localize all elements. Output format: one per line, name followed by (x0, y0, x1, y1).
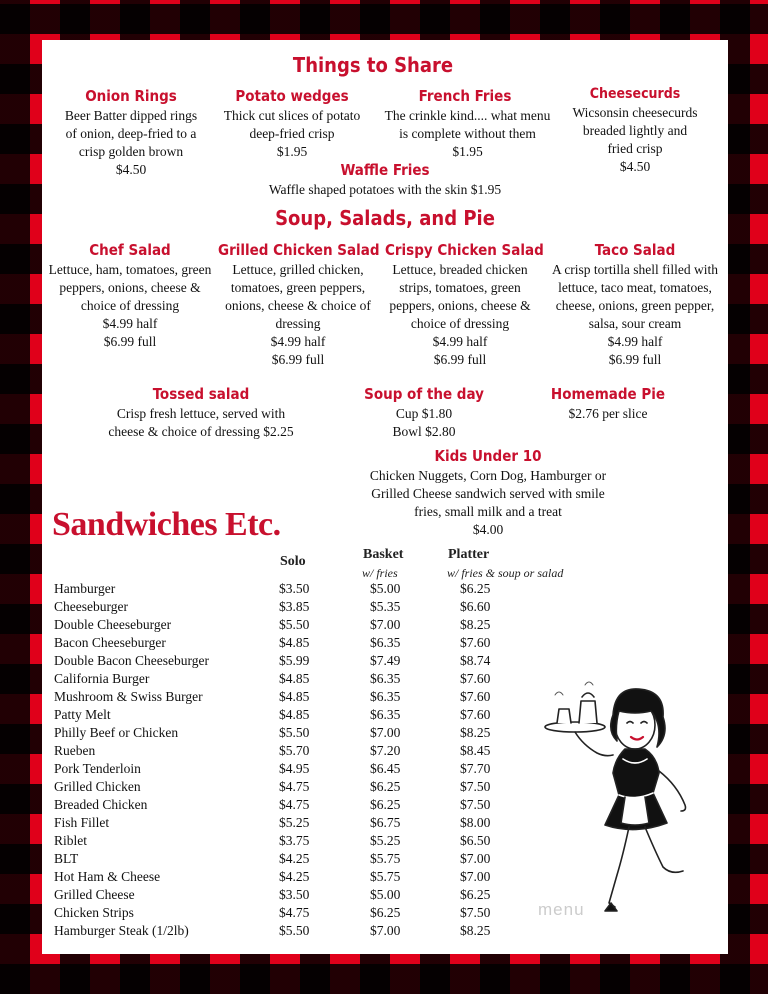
column-subheader-basket: w/ fries (362, 566, 398, 580)
price-solo: $5.70 (279, 743, 310, 758)
price-solo: $4.75 (279, 797, 310, 812)
price-platter: $8.74 (460, 653, 491, 668)
item-desc-waffle-fries: Waffle shaped potatoes with the skin $1.95 (268, 182, 502, 197)
item-name: Hot Ham & Cheese (54, 869, 161, 884)
price-platter: $8.45 (460, 743, 491, 758)
price-basket: $7.00 (370, 725, 401, 740)
item-desc-chef-salad: Lettuce, ham, tomatoes, green peppers, onions, cheese & choice of dressing $4.99 half $6.99 full (48, 262, 212, 349)
price-basket: $6.35 (370, 635, 401, 650)
price-solo: $3.50 (279, 581, 310, 596)
price-solo: $4.85 (279, 671, 310, 686)
item-desc-tossed-salad: Crisp fresh lettuce, served with cheese & choice of dressing $2.25 (108, 406, 294, 439)
price-basket: $7.00 (370, 617, 401, 632)
price-platter: $8.00 (460, 815, 491, 830)
item-name-kids-under-10: Kids Under 10 (434, 447, 542, 465)
price-solo: $4.25 (279, 851, 310, 866)
price-basket: $6.25 (370, 779, 401, 794)
price-solo: $3.50 (279, 887, 310, 902)
item-name: Double Cheeseburger (54, 617, 172, 632)
waitress-illustration (535, 675, 705, 920)
price-solo: $5.50 (279, 725, 310, 740)
item-name-potato-wedges: Potato wedges (235, 87, 349, 105)
item-name: Hamburger (54, 581, 116, 596)
price-basket: $6.25 (370, 905, 401, 920)
section-title-sandwiches: Sandwiches Etc. (52, 506, 281, 543)
item-name: California Burger (54, 671, 150, 686)
item-desc-onion-rings: Beer Batter dipped rings of onion, deep-fried to a crisp golden brown $4.50 (64, 108, 198, 177)
price-basket: $5.00 (370, 887, 401, 902)
item-name: Mushroom & Swiss Burger (54, 689, 203, 704)
price-platter: $7.00 (460, 869, 491, 884)
price-solo: $4.85 (279, 707, 310, 722)
column-header-solo: Solo (280, 554, 306, 569)
price-platter: $6.25 (460, 887, 491, 902)
item-name-taco-salad: Taco Salad (594, 241, 676, 259)
price-solo: $4.25 (279, 869, 310, 884)
item-desc-cheesecurds: Wicsonsin cheesecurds breaded lightly and fried crisp $4.50 (572, 105, 698, 174)
price-basket: $6.35 (370, 689, 401, 704)
price-basket: $6.25 (370, 797, 401, 812)
price-solo: $4.75 (279, 905, 310, 920)
watermark: menu (538, 900, 585, 919)
price-platter: $7.00 (460, 851, 491, 866)
price-basket: $5.75 (370, 869, 401, 884)
item-name: Riblet (54, 833, 87, 848)
price-basket: $7.00 (370, 923, 401, 938)
item-desc-french-fries: The crinkle kind.... what menu is complete without them $1.95 (384, 108, 551, 159)
item-name-cheesecurds: Cheesecurds (589, 86, 681, 102)
price-platter: $7.70 (460, 761, 491, 776)
price-basket: $7.20 (370, 743, 401, 758)
section-title-share: Things to Share (292, 53, 454, 77)
item-desc-taco-salad: A crisp tortilla shell filled with lettuce, taco meat, tomatoes, cheese, onions, green pepper, salsa, sour cream $4.99 half $6.99 full (551, 262, 719, 367)
item-name: Bacon Cheeseburger (54, 635, 166, 650)
item-desc-homemade-pie: $2.76 per slice (568, 406, 648, 421)
price-solo: $3.85 (279, 599, 310, 614)
price-platter: $6.25 (460, 581, 491, 596)
item-desc-grilled-chicken-salad: Lettuce, grilled chicken, tomatoes, green peppers, onions, cheese & choice of dressing $4.99 half $6.99 full (225, 262, 371, 367)
column-header-basket: Basket (363, 547, 404, 562)
item-name-soup-of-the-day: Soup of the day (364, 385, 484, 403)
price-basket: $7.49 (370, 653, 401, 668)
item-name: Patty Melt (54, 707, 111, 722)
price-platter: $7.60 (460, 689, 491, 704)
item-desc-soup-of-the-day: Cup $1.80 Bowl $2.80 (392, 406, 456, 439)
item-name-crispy-chicken-salad: Crispy Chicken Salad (385, 241, 544, 259)
price-solo: $4.85 (279, 635, 310, 650)
price-solo: $3.75 (279, 833, 310, 848)
price-basket: $6.75 (370, 815, 401, 830)
item-name: Double Bacon Cheeseburger (54, 653, 209, 668)
price-platter: $7.60 (460, 671, 491, 686)
item-name: Breaded Chicken (54, 797, 148, 812)
price-basket: $6.35 (370, 707, 401, 722)
item-name-tossed-salad: Tossed salad (152, 385, 250, 403)
item-name-french-fries: French Fries (418, 87, 512, 105)
price-platter: $6.60 (460, 599, 491, 614)
item-name-grilled-chicken-salad: Grilled Chicken Salad (218, 241, 380, 259)
price-platter: $8.25 (460, 617, 491, 632)
item-name-waffle-fries: Waffle Fries (340, 161, 430, 179)
price-platter: $7.60 (460, 635, 491, 650)
price-basket: $5.75 (370, 851, 401, 866)
section-title-soup-salads: Soup, Salads, and Pie (275, 206, 495, 230)
price-solo: $5.25 (279, 815, 310, 830)
item-name: Cheeseburger (54, 599, 128, 614)
price-platter: $7.50 (460, 905, 491, 920)
price-platter: $7.50 (460, 797, 491, 812)
column-header-platter: Platter (448, 547, 490, 562)
item-name: Rueben (54, 743, 96, 758)
price-solo: $4.85 (279, 689, 310, 704)
price-solo: $4.95 (279, 761, 310, 776)
price-platter: $7.60 (460, 707, 491, 722)
item-name: Hamburger Steak (1/2lb) (54, 923, 189, 938)
item-name: Fish Fillet (54, 815, 110, 830)
item-name: Philly Beef or Chicken (54, 725, 179, 740)
item-name-homemade-pie: Homemade Pie (550, 385, 666, 403)
item-name-chef-salad: Chef Salad (89, 241, 171, 259)
price-basket: $5.25 (370, 833, 401, 848)
price-solo: $5.50 (279, 923, 310, 938)
price-platter: $8.25 (460, 923, 491, 938)
price-basket: $6.35 (370, 671, 401, 686)
price-platter: $6.50 (460, 833, 491, 848)
item-name: Chicken Strips (54, 905, 134, 920)
price-solo: $5.99 (279, 653, 310, 668)
column-subheader-platter: w/ fries & soup or salad (447, 566, 564, 580)
price-basket: $5.00 (370, 581, 401, 596)
price-platter: $7.50 (460, 779, 491, 794)
item-desc-kids-under-10: Chicken Nuggets, Corn Dog, Hamburger or Grilled Cheese sandwich served with smile fries, small milk and a treat $4.00 (369, 468, 607, 537)
price-solo: $4.75 (279, 779, 310, 794)
item-name: Grilled Cheese (54, 887, 135, 902)
item-desc-crispy-chicken-salad: Lettuce, breaded chicken strips, tomatoes, green peppers, onions, cheese & choice of dressing $4.99 half $6.99 full (389, 262, 531, 367)
price-platter: $8.25 (460, 725, 491, 740)
item-name-onion-rings: Onion Rings (85, 87, 177, 105)
price-basket: $6.45 (370, 761, 401, 776)
item-name: BLT (54, 851, 79, 866)
item-name: Pork Tenderloin (54, 761, 141, 776)
price-basket: $5.35 (370, 599, 401, 614)
item-name: Grilled Chicken (54, 779, 141, 794)
item-desc-potato-wedges: Thick cut slices of potato deep-fried crisp $1.95 (223, 108, 361, 159)
price-solo: $5.50 (279, 617, 310, 632)
